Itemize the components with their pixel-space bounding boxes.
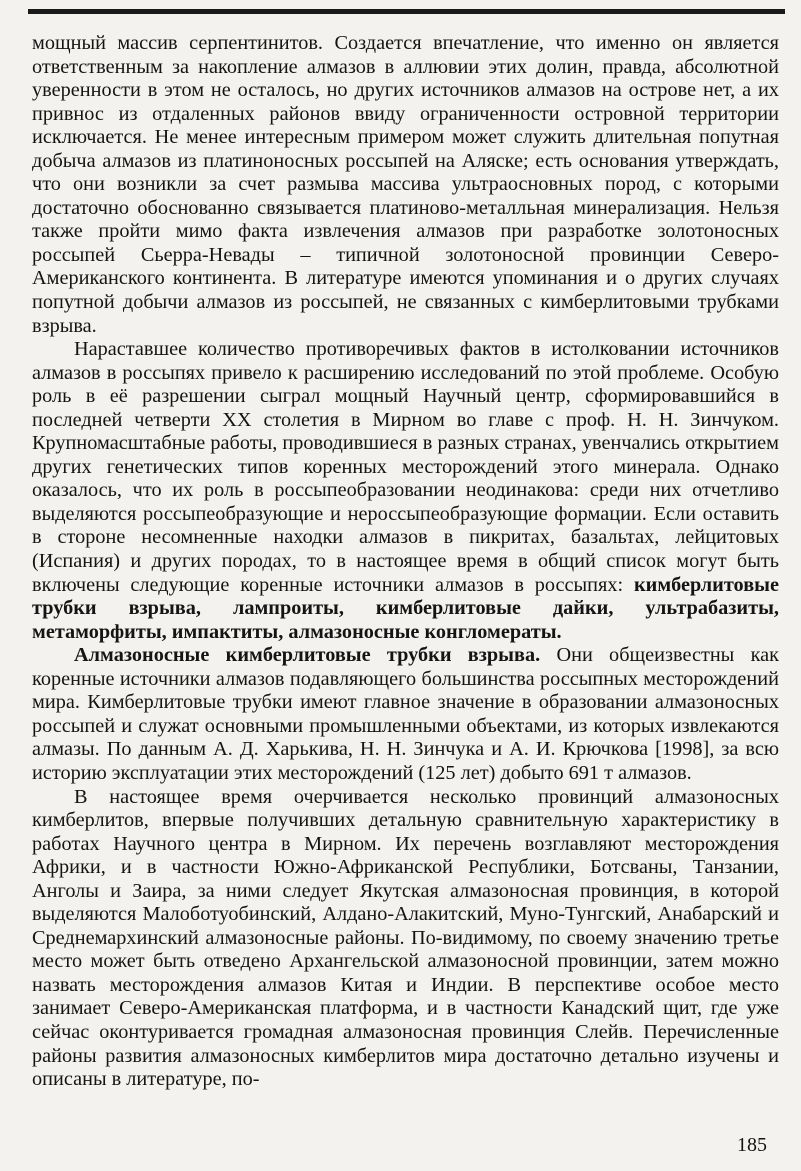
paragraph-1: мощный массив серпентинитов. Создается впечатление, что именно он является ответственным за накопление алмазов в аллювии этих долин, правда, абсолютной уверенности в этом не осталось, но других источников алмазов на острове нет, а их привнос из отдаленных районов ввиду ограниченности островной территории исключается. Не менее интересным примером может служить длительная попутная добыча алмазов из платиноносных россыпей на Аляске; есть основания утверждать, что они возникли за счет размыва массива ультраосновных пород, с которыми достаточно обоснованно связывается платиново-металльная минерализация. Нельзя также пройти мимо факта извлечения алмазов при разработке золотоносных россыпей Сьерра-Невады – типичной золотоносной провинции Северо-Американского континента. В литературе имеются упоминания и о других случаях попутной добычи алмазов из россыпей, не связанных с кимберлитовыми трубками взрыва.: [32, 32, 779, 337]
body-text: [32, 32, 779, 1092]
paragraph-2: [32, 338, 779, 644]
paragraph-2-text: Нараставшее количество противоречивых фактов в истолковании источников алмазов в россыпях привело к расширению исследований по этой проблеме. Особую роль в её разрешении сыграл мощный Научный центр, сформировавшийся в последней четверти XX столетия в Мирном во главе с проф. Н. Н. Зинчуком. Крупномасштабные работы, проводившиеся в разных странах, увенчались открытием других генетических типов коренных месторождений этого минерала. Однако оказалось, что их роль в россыпеобразовании неодинакова: среди них отчетливо выделяются россыпеобразующие и нероссыпеобразующие формации. Если оставить в стороне несомненные находки алмазов в пикритах, базальтах, лейцитовых (Испания) и других породах, то в настоящее время в общий список могут быть включены следующие коренные источники алмазов в россыпях:: [32, 338, 779, 596]
paragraph-3: [32, 644, 779, 785]
page-number: 185: [737, 1134, 767, 1156]
source-list-bold: кимберлитовые трубки взрыва, лампроиты, кимберлитовые дайки, ультрабазиты, метаморфиты, импактиты, алмазоносные конгломераты.: [32, 573, 779, 643]
paragraph-4: В настоящее время очерчивается несколько провинций алмазоносных кимберлитов, впервые получивших детальную сравнительную характеристику в работах Научного центра в Мирном. Их перечень возглавляют месторождения Африки, и в частности Южно-Африканской Республики, Ботсваны, Танзании, Анголы и Заира, за ними следует Якутская алмазоносная провинция, в которой выделяются Малоботуобинский, Алдано-Алакитский, Муно-Тунгский, Анабарский и Среднемархинский алмазоносные районы. По-видимому, по своему значению третье место может быть отведено Архангельской алмазоносной провинции, затем можно назвать месторождения алмазов Китая и Индии. В перспективе особое место занимает Северо-Американская платформа, и в частности Канадский щит, где уже сейчас оконтуривается громадная алмазоносная провинция Слейв. Перечисленные районы развития алмазоносных кимберлитов мира достаточно детально изучены и описаны в литературе, по-: [32, 785, 779, 1091]
header-rule: [28, 9, 785, 14]
section-heading: Алмазоносные кимберлитовые трубки взрыва.: [74, 644, 541, 667]
paragraph-3-text: Они общеизвестны как коренные источники алмазов подавляющего большинства россыпных месторождений мира. Кимберлитовые трубки имеют главное значение в образовании алмазоносных россыпей и служат основными промышленными объектами, из которых извлекаются алмазы. По данным А. Д. Харькива, Н. Н. Зинчука и А. И. Крючкова [1998], за всю историю эксплуатации этих месторождений (125 лет) добыто 691 т алмазов.: [32, 644, 779, 784]
